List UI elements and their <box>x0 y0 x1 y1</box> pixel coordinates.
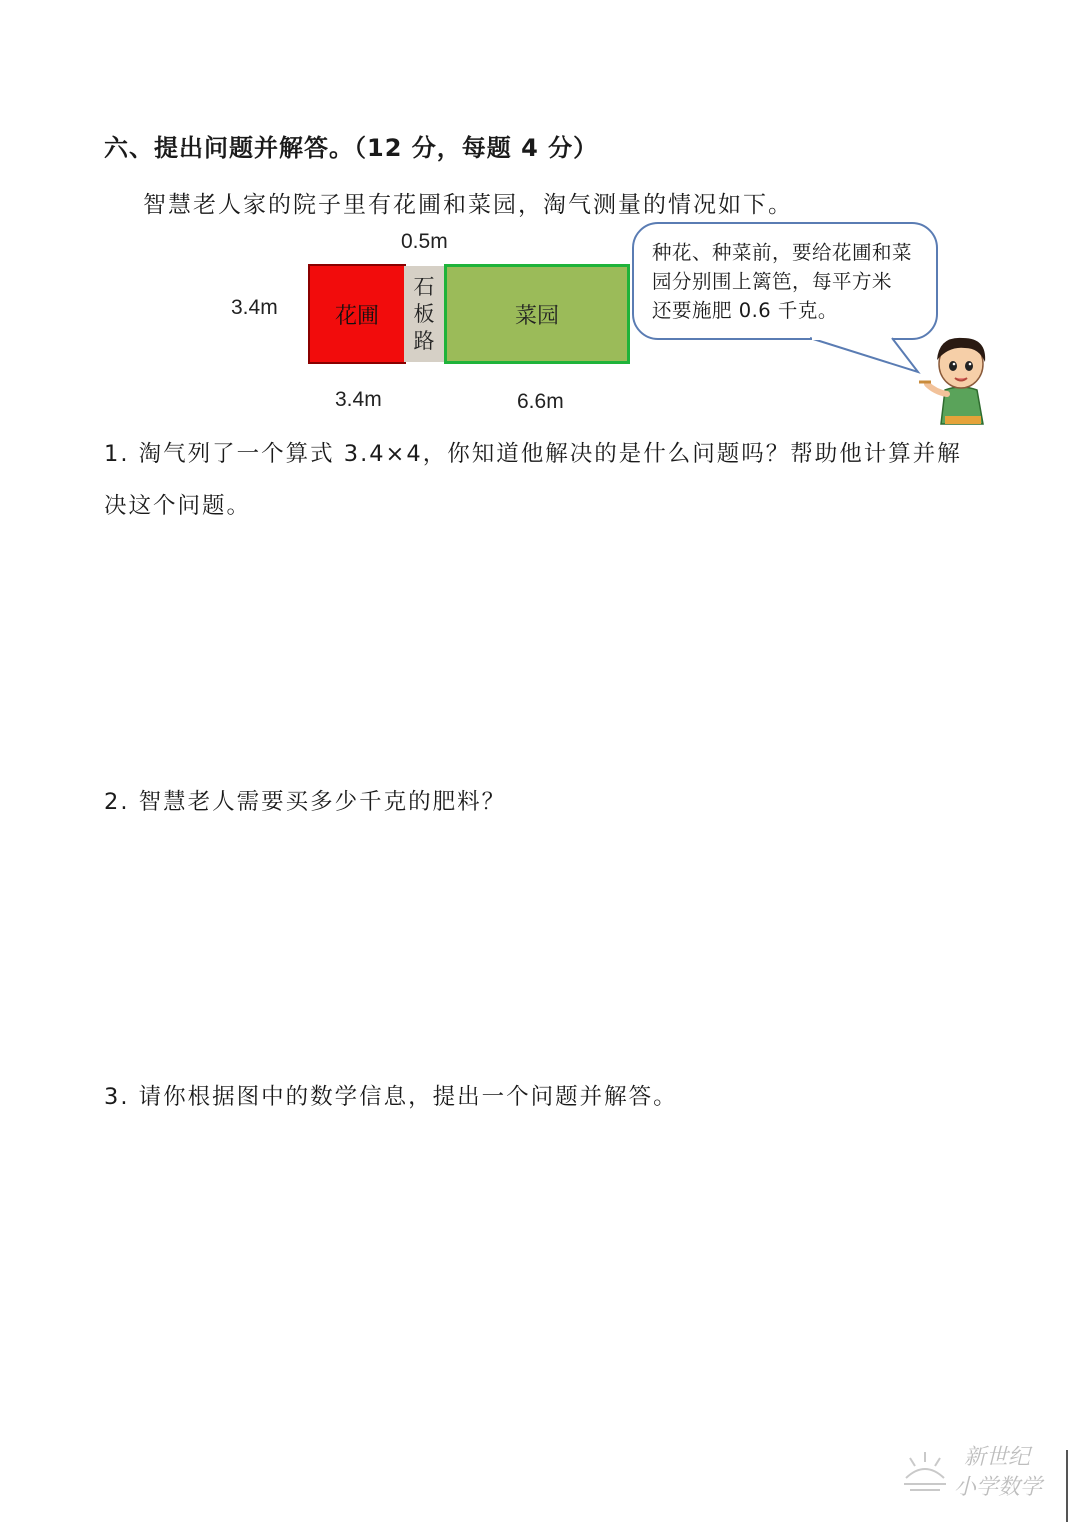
speech-bubble-text <box>652 238 932 325</box>
question-2 <box>104 776 506 828</box>
flower-bed-width-label: 3.4m <box>335 388 382 411</box>
stone-path-char: 路 <box>413 328 435 353</box>
intro-text: 智慧老人家的院子里有花圃和菜园，淘气测量的情况如下。 <box>143 192 793 218</box>
question-line: 3. 请你根据图中的数学信息，提出一个问题并解答。 <box>104 1084 678 1110</box>
stone-path-char: 板 <box>413 301 435 326</box>
speech-bubble-line: 园分别围上篱笆，每平方米 <box>652 270 893 293</box>
speech-bubble-line: 还要施肥 0.6 千克。 <box>652 299 838 322</box>
flower-bed-label: 花圃 <box>334 303 379 329</box>
path-width-label: 0.5m <box>401 230 448 253</box>
watermark-line-2: 小学数学 <box>954 1475 1043 1500</box>
watermark-logo <box>900 1440 1070 1510</box>
height-label: 3.4m <box>231 296 278 319</box>
vegetable-garden-label: 菜园 <box>514 303 559 329</box>
stone-path-char: 石 <box>413 274 435 299</box>
section-title: 六、提出问题并解答。（12 分，每题 4 分） <box>104 134 599 162</box>
speech-bubble-tail <box>800 332 930 382</box>
watermark-line-1: 新世纪 <box>964 1445 1031 1470</box>
page-edge-line <box>1066 1450 1068 1522</box>
speech-bubble-line: 种花、种菜前，要给花圃和菜 <box>652 241 913 264</box>
question-line: 决这个问题。 <box>104 493 252 519</box>
cartoon-boy-illustration <box>915 332 1007 427</box>
question-line: 2. 智慧老人需要买多少千克的肥料？ <box>104 789 507 815</box>
question-3 <box>104 1071 678 1123</box>
stone-path-rect <box>404 266 444 362</box>
vegetable-garden-rect <box>444 264 630 364</box>
vegetable-garden-width-label: 6.6m <box>517 390 564 413</box>
sun-icon <box>900 1448 950 1498</box>
question-line: 1. 淘气列了一个算式 3.4×4，你知道他解决的是什么问题吗？帮助他计算并解 <box>104 441 962 467</box>
flower-bed-rect <box>308 264 406 364</box>
question-1 <box>104 428 994 532</box>
